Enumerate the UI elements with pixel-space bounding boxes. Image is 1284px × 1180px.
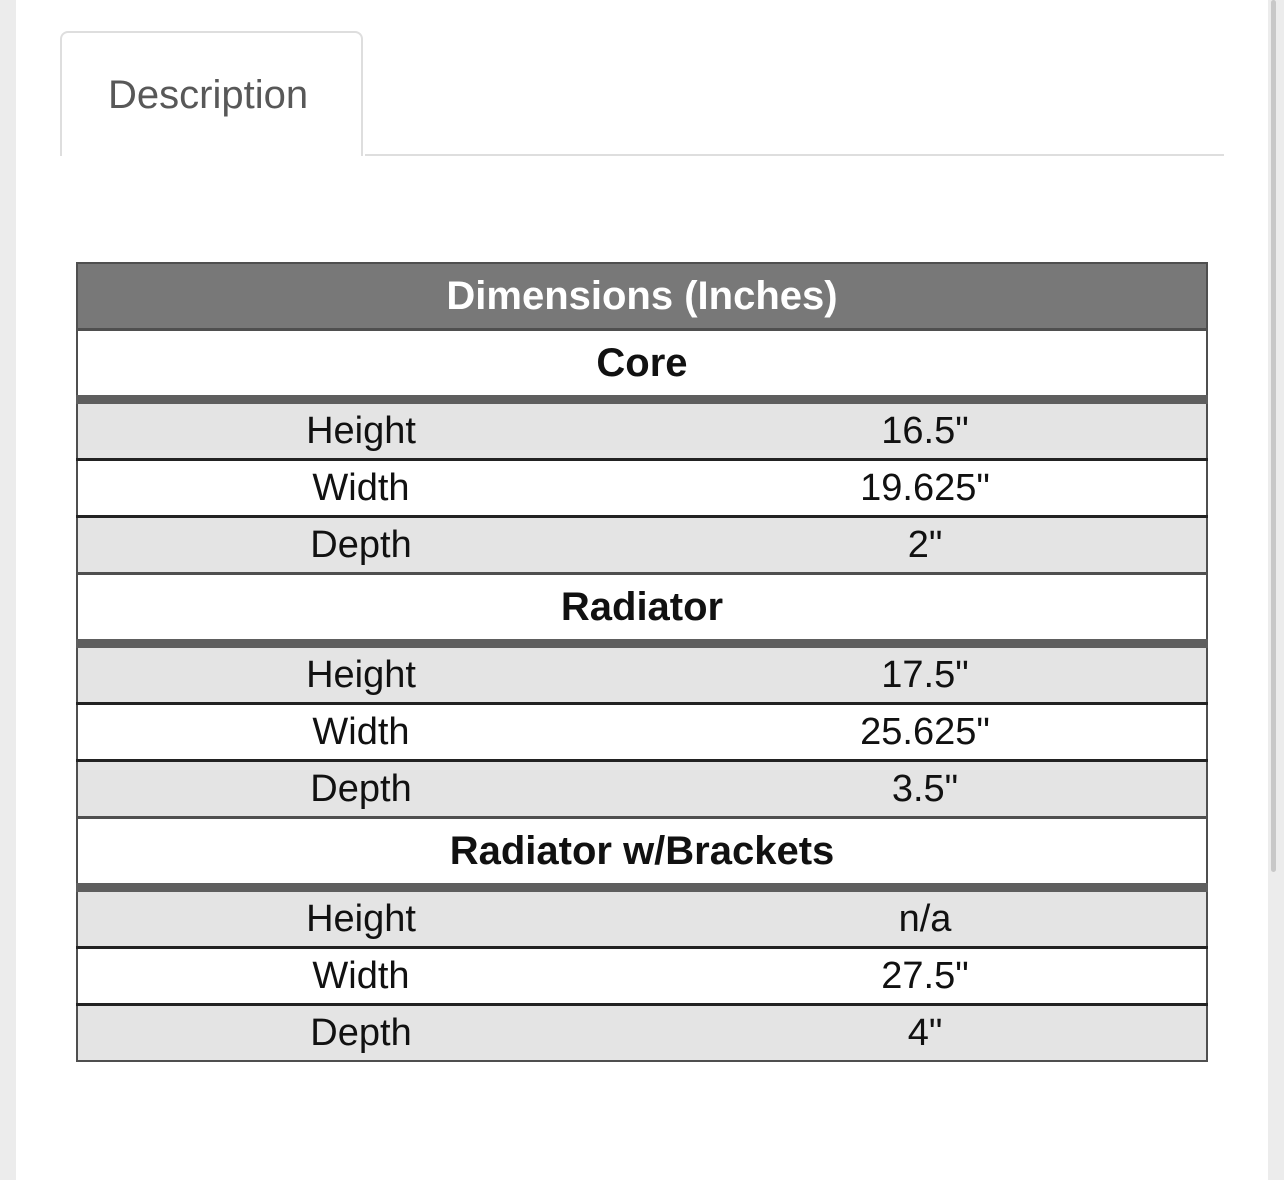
- tab-bar-baseline: [365, 154, 1224, 156]
- tab-description[interactable]: [60, 31, 363, 156]
- table-row: [77, 704, 1207, 761]
- row-value: 16.5": [644, 400, 1207, 460]
- dimensions-table: [76, 262, 1208, 1062]
- section-header-row: [77, 330, 1207, 400]
- scrollbar-thumb[interactable]: [1271, 0, 1276, 872]
- row-label: Depth: [77, 517, 644, 574]
- row-value: 17.5": [644, 644, 1207, 704]
- row-value: 2": [644, 517, 1207, 574]
- section-header-row: [77, 818, 1207, 888]
- section-title-radiator-brackets: Radiator w/Brackets: [77, 818, 1207, 888]
- row-value: 19.625": [644, 460, 1207, 517]
- row-label: Depth: [77, 761, 644, 818]
- table-row: [77, 400, 1207, 460]
- table-row: [77, 888, 1207, 948]
- row-value: n/a: [644, 888, 1207, 948]
- row-value: 3.5": [644, 761, 1207, 818]
- page-content: [16, 0, 1268, 1180]
- row-label: Width: [77, 704, 644, 761]
- row-label: Width: [77, 460, 644, 517]
- table-row: [77, 460, 1207, 517]
- row-value: 4": [644, 1005, 1207, 1062]
- row-label: Height: [77, 888, 644, 948]
- table-row: [77, 644, 1207, 704]
- table-row: [77, 948, 1207, 1005]
- table-row: [77, 517, 1207, 574]
- table-row: [77, 761, 1207, 818]
- table-title: Dimensions (Inches): [77, 263, 1207, 330]
- section-header-row: [77, 574, 1207, 644]
- row-label: Depth: [77, 1005, 644, 1062]
- table-title-row: [77, 263, 1207, 330]
- row-value: 25.625": [644, 704, 1207, 761]
- section-title-core: Core: [77, 330, 1207, 400]
- row-label: Width: [77, 948, 644, 1005]
- tab-description-label: Description: [108, 73, 309, 117]
- tab-bar: [60, 0, 1224, 160]
- row-value: 27.5": [644, 948, 1207, 1005]
- row-label: Height: [77, 644, 644, 704]
- row-label: Height: [77, 400, 644, 460]
- section-title-radiator: Radiator: [77, 574, 1207, 644]
- scrollbar[interactable]: [1268, 0, 1284, 1180]
- table-row: [77, 1005, 1207, 1062]
